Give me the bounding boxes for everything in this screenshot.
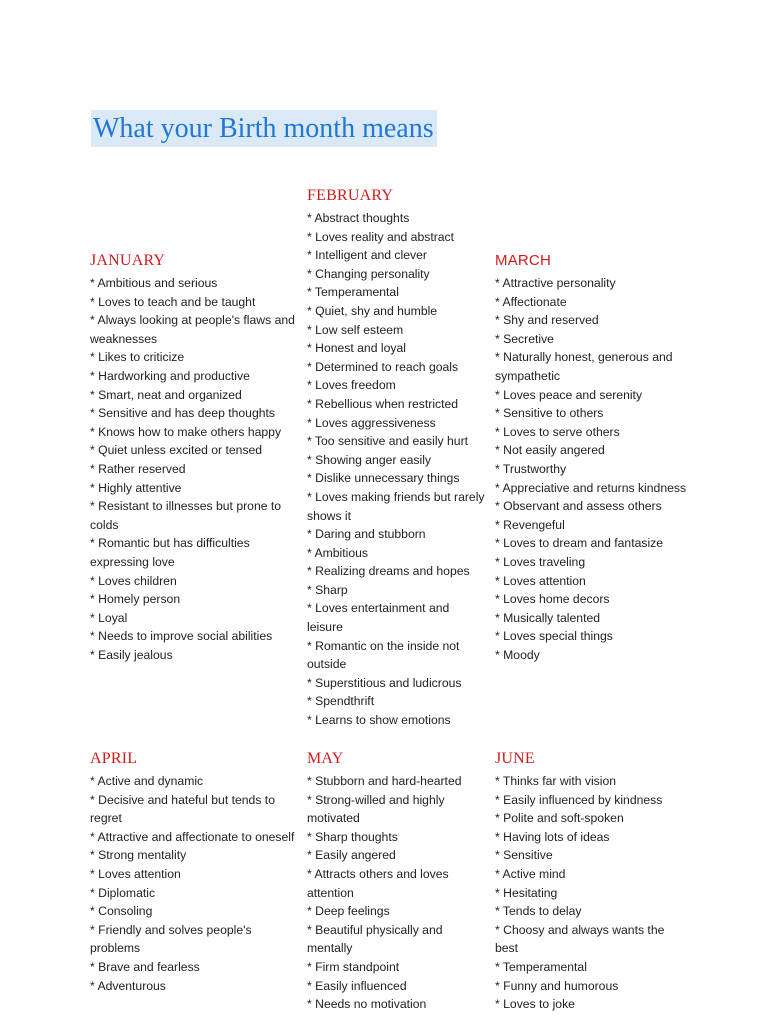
trait-item: * Thinks far with vision xyxy=(495,772,690,791)
trait-item: * Intelligent and clever xyxy=(307,246,487,265)
trait-item: * Smart, neat and organized xyxy=(90,386,300,405)
trait-item: * Active mind xyxy=(495,865,690,884)
trait-item: * Ambitious and serious xyxy=(90,274,300,293)
trait-list xyxy=(495,772,690,1014)
trait-item: * Loyal xyxy=(90,609,300,628)
trait-item: * Daring and stubborn xyxy=(307,525,487,544)
trait-item: * Showing anger easily xyxy=(307,451,487,470)
trait-list xyxy=(495,274,690,664)
month-section-april xyxy=(90,750,295,995)
trait-item: * Loves peace and serenity xyxy=(495,386,690,405)
trait-item: * Diplomatic xyxy=(90,884,295,903)
trait-item: * Easily influenced xyxy=(307,977,487,996)
trait-item: * Loves to dream and fantasize xyxy=(495,534,690,553)
trait-item: * Strong-willed and highly motivated xyxy=(307,791,487,828)
trait-item: * Not easily angered xyxy=(495,441,690,460)
trait-item: * Choosy and always wants the best xyxy=(495,921,690,958)
trait-item: * Shy and reserved xyxy=(495,311,690,330)
trait-item: * Easily angered xyxy=(307,846,487,865)
trait-item: * Romantic on the inside not outside xyxy=(307,637,487,674)
trait-item: * Consoling xyxy=(90,902,295,921)
trait-item: * Polite and soft-spoken xyxy=(495,809,690,828)
trait-item: * Hardworking and productive xyxy=(90,367,300,386)
trait-item: * Affectionate xyxy=(495,293,690,312)
month-section-february xyxy=(307,187,487,730)
trait-item: * Loves freedom xyxy=(307,376,487,395)
month-section-may xyxy=(307,750,487,1014)
trait-item: * Dislike unnecessary things xyxy=(307,469,487,488)
trait-item: * Trustworthy xyxy=(495,460,690,479)
trait-item: * Easily influenced by kindness xyxy=(495,791,690,810)
trait-item: * Sensitive xyxy=(495,846,690,865)
trait-item: * Needs no motivation xyxy=(307,995,487,1014)
trait-item: * Observant and assess others xyxy=(495,497,690,516)
trait-item: * Sharp thoughts xyxy=(307,828,487,847)
trait-item: * Loves to joke xyxy=(495,995,690,1014)
trait-item: * Too sensitive and easily hurt xyxy=(307,432,487,451)
trait-item: * Homely person xyxy=(90,590,300,609)
trait-item: * Always looking at people's flaws and weaknesses xyxy=(90,311,300,348)
trait-item: * Decisive and hateful but tends to regret xyxy=(90,791,295,828)
month-heading: JANUARY xyxy=(90,252,166,269)
trait-item: * Loves attention xyxy=(90,865,295,884)
month-section-june xyxy=(495,750,690,1014)
trait-item: * Revengeful xyxy=(495,516,690,535)
trait-item: * Beautiful physically and mentally xyxy=(307,921,487,958)
trait-item: * Ambitious xyxy=(307,544,487,563)
trait-item: * Low self esteem xyxy=(307,321,487,340)
trait-item: * Attractive personality xyxy=(495,274,690,293)
trait-item: * Secretive xyxy=(495,330,690,349)
trait-item: * Loves reality and abstract xyxy=(307,228,487,247)
month-section-january xyxy=(90,252,300,664)
month-heading: FEBRUARY xyxy=(307,187,394,204)
trait-list xyxy=(307,209,487,730)
trait-item: * Superstitious and ludicrous xyxy=(307,674,487,693)
month-heading: APRIL xyxy=(90,750,138,767)
trait-list xyxy=(90,274,300,664)
trait-item: * Loves home decors xyxy=(495,590,690,609)
trait-item: * Hesitating xyxy=(495,884,690,903)
trait-item: * Attracts others and loves attention xyxy=(307,865,487,902)
trait-item: * Spendthrift xyxy=(307,692,487,711)
trait-item: * Romantic but has difficulties expressing love xyxy=(90,534,300,571)
trait-item: * Quiet unless excited or tensed xyxy=(90,441,300,460)
trait-item: * Attractive and affectionate to oneself xyxy=(90,828,295,847)
trait-item: * Naturally honest, generous and sympathetic xyxy=(495,348,690,385)
trait-item: * Stubborn and hard-hearted xyxy=(307,772,487,791)
trait-item: * Quiet, shy and humble xyxy=(307,302,487,321)
trait-item: * Sensitive and has deep thoughts xyxy=(90,404,300,423)
trait-item: * Active and dynamic xyxy=(90,772,295,791)
trait-item: * Temperamental xyxy=(495,958,690,977)
trait-item: * Loves entertainment and leisure xyxy=(307,599,487,636)
trait-item: * Brave and fearless xyxy=(90,958,295,977)
trait-item: * Resistant to illnesses but prone to colds xyxy=(90,497,300,534)
trait-item: * Funny and humorous xyxy=(495,977,690,996)
trait-item: * Rebellious when restricted xyxy=(307,395,487,414)
trait-item: * Abstract thoughts xyxy=(307,209,487,228)
page-title: What your Birth month means xyxy=(91,110,437,147)
trait-item: * Firm standpoint xyxy=(307,958,487,977)
trait-item: * Strong mentality xyxy=(90,846,295,865)
trait-item: * Likes to criticize xyxy=(90,348,300,367)
trait-item: * Honest and loyal xyxy=(307,339,487,358)
trait-item: * Tends to delay xyxy=(495,902,690,921)
trait-item: * Sharp xyxy=(307,581,487,600)
trait-item: * Adventurous xyxy=(90,977,295,996)
trait-item: * Rather reserved xyxy=(90,460,300,479)
trait-item: * Knows how to make others happy xyxy=(90,423,300,442)
trait-item: * Temperamental xyxy=(307,283,487,302)
trait-item: * Loves making friends but rarely shows it xyxy=(307,488,487,525)
month-heading: MARCH xyxy=(495,252,551,269)
trait-item: * Easily jealous xyxy=(90,646,300,665)
trait-item: * Deep feelings xyxy=(307,902,487,921)
trait-item: * Loves attention xyxy=(495,572,690,591)
month-section-march xyxy=(495,252,690,664)
trait-item: * Loves traveling xyxy=(495,553,690,572)
trait-item: * Loves to teach and be taught xyxy=(90,293,300,312)
trait-item: * Learns to show emotions xyxy=(307,711,487,730)
trait-item: * Moody xyxy=(495,646,690,665)
trait-item: * Appreciative and returns kindness xyxy=(495,479,690,498)
trait-item: * Highly attentive xyxy=(90,479,300,498)
month-heading: JUNE xyxy=(495,750,535,767)
trait-list xyxy=(90,772,295,995)
month-heading: MAY xyxy=(307,750,344,767)
trait-item: * Loves to serve others xyxy=(495,423,690,442)
trait-item: * Sensitive to others xyxy=(495,404,690,423)
trait-item: * Loves special things xyxy=(495,627,690,646)
trait-item: * Loves children xyxy=(90,572,300,591)
trait-item: * Realizing dreams and hopes xyxy=(307,562,487,581)
trait-item: * Determined to reach goals xyxy=(307,358,487,377)
trait-item: * Changing personality xyxy=(307,265,487,284)
trait-item: * Friendly and solves people's problems xyxy=(90,921,295,958)
trait-item: * Having lots of ideas xyxy=(495,828,690,847)
trait-item: * Needs to improve social abilities xyxy=(90,627,300,646)
trait-item: * Musically talented xyxy=(495,609,690,628)
trait-list xyxy=(307,772,487,1014)
trait-item: * Loves aggressiveness xyxy=(307,414,487,433)
